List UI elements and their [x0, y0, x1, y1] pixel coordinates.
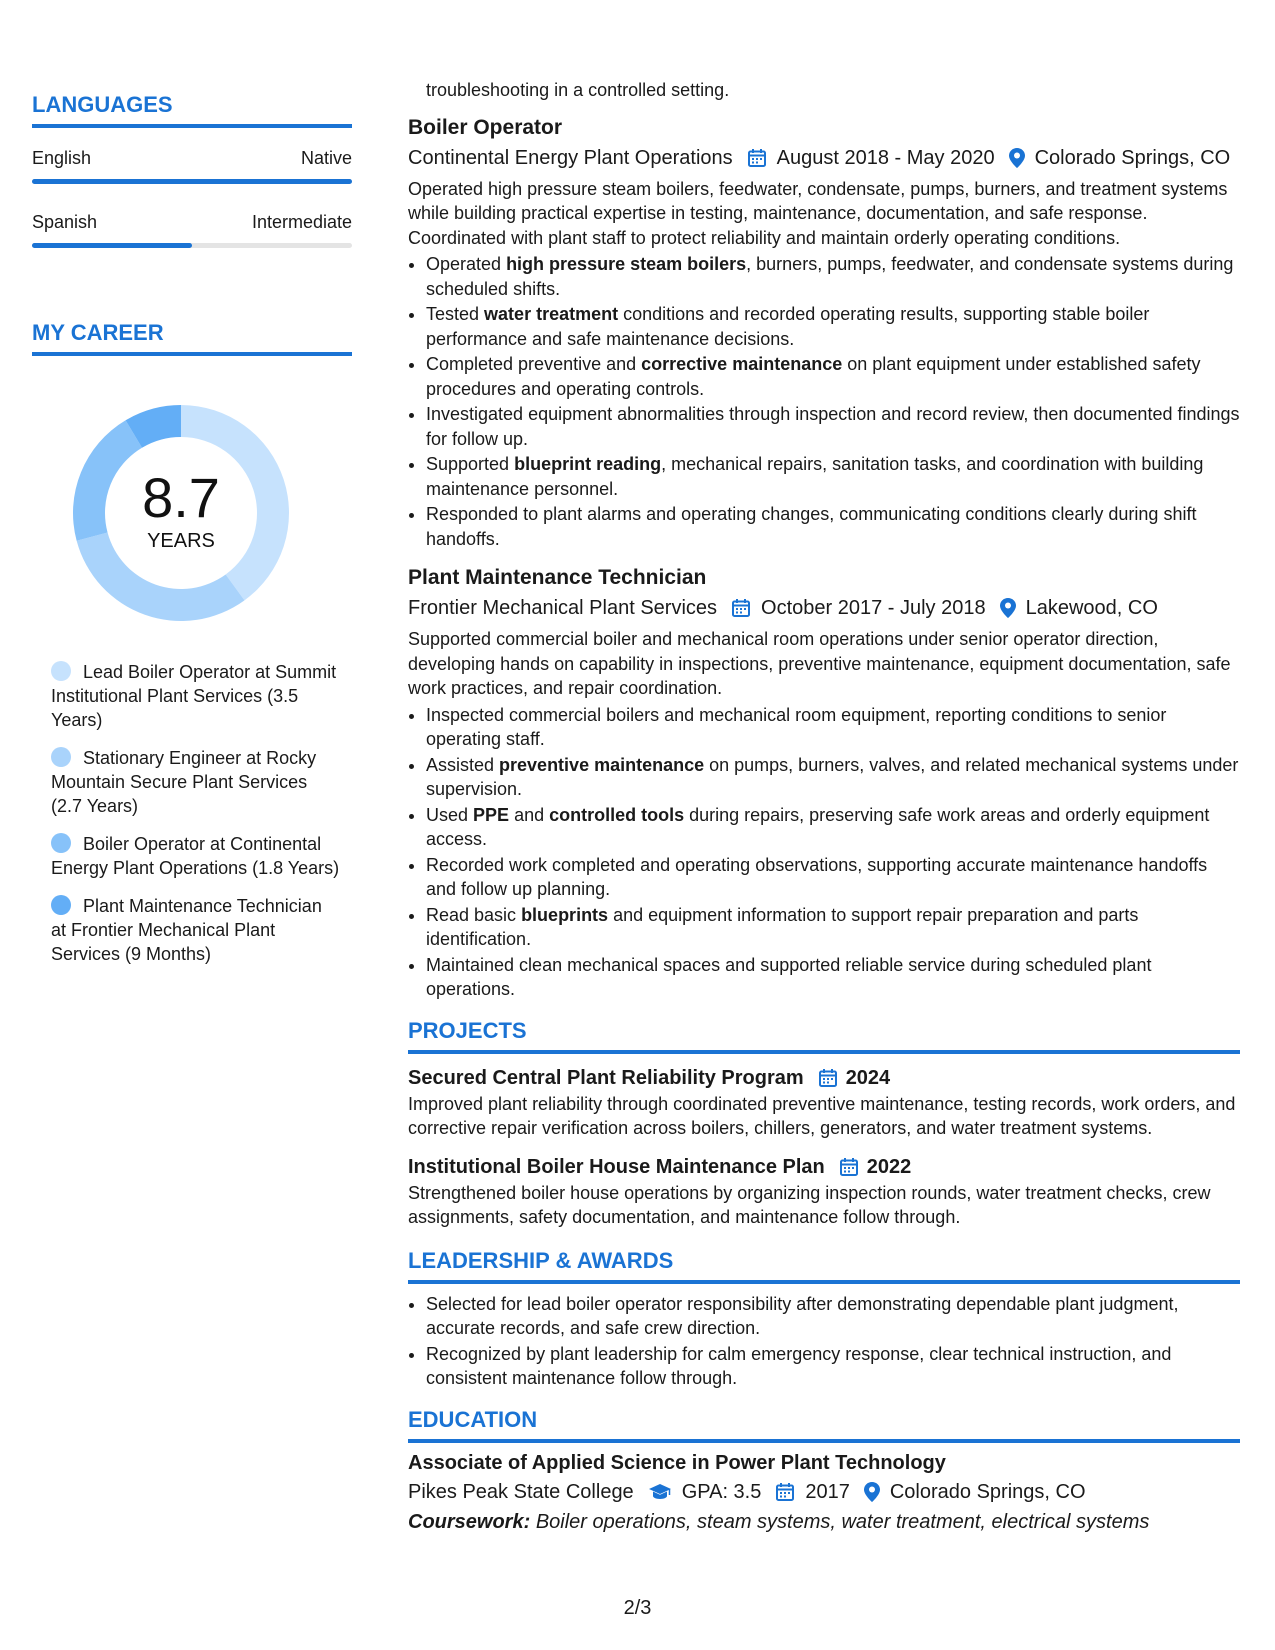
- legend-label: Plant Maintenance Technician at Frontier Mechanical Plant Services (9 Months): [51, 896, 322, 964]
- career-donut-chart: [66, 398, 296, 628]
- career-heading: MY CAREER: [32, 320, 352, 356]
- project-description: Improved plant reliability through coordinated preventive maintenance, testing records, work orders, and corrective repair verification across boilers, chillers, generators, and water treatment systems.: [408, 1093, 1236, 1138]
- legend-item: [51, 894, 341, 966]
- graduation-cap-icon: [648, 1483, 672, 1501]
- project-title: Institutional Boiler House Maintenance Plan: [408, 1155, 825, 1178]
- leadership-item: • Selected for lead boiler operator responsibility after demonstrating dependable plant judgment, accurate records, and safe crew direction.: [426, 1292, 1240, 1341]
- job-meta: [408, 143, 1240, 173]
- leadership-heading: LEADERSHIP & AWARDS: [408, 1248, 1240, 1284]
- project-entry: [408, 1064, 1240, 1141]
- project-year: 2024: [845, 1066, 891, 1089]
- job-bullets: [408, 703, 1240, 1002]
- donut-center: [66, 466, 296, 553]
- job-title: Plant Maintenance Technician: [408, 566, 707, 589]
- job-bullet: • Used PPE and controlled tools during repairs, preserving safe work areas and orderly equipment access.: [426, 803, 1240, 852]
- legend-label: Boiler Operator at Continental Energy Plant Operations (1.8 Years): [51, 834, 340, 878]
- job-dates: August 2018 - May 2020: [776, 146, 995, 169]
- job-summary: Operated high pressure steam boilers, feedwater, condensate, pumps, burners, and treatment systems while building practical expertise in testing, maintenance, documentation, and safe response. Coordinated with plant staff to protect reliability and maintain orderly operating conditions.: [408, 178, 1228, 248]
- education-degree: Associate of Applied Science in Power Plant Technology: [408, 1451, 946, 1474]
- education-coursework: [408, 1507, 1240, 1537]
- job-entry: [408, 563, 1240, 1002]
- career-legend: [51, 660, 341, 966]
- job-company: Continental Energy Plant Operations: [408, 146, 733, 169]
- job-title: Boiler Operator: [408, 115, 563, 139]
- calendar-icon: [731, 598, 751, 618]
- job-bullet: • Assisted preventive maintenance on pumps, burners, valves, and related mechanical systems under supervision.: [426, 753, 1240, 802]
- education-gpa: GPA: 3.5: [681, 1480, 762, 1503]
- language-bar-fill: [32, 179, 352, 184]
- language-level: Native: [300, 148, 352, 168]
- projects-heading: PROJECTS: [408, 1018, 1240, 1054]
- projects-section: [408, 1018, 1240, 1230]
- job-bullets: [408, 252, 1240, 551]
- career-total-years: 8.7: [142, 466, 220, 529]
- job-entry: [408, 113, 1240, 552]
- job-location: Colorado Springs, CO: [1034, 146, 1231, 169]
- legend-label: Stationary Engineer at Rocky Mountain Secure Plant Services (2.7 Years): [51, 748, 317, 816]
- language-name: English: [32, 148, 92, 168]
- location-pin-icon: [1009, 148, 1025, 168]
- language-bar-fill: [32, 243, 192, 248]
- language-name: Spanish: [32, 212, 98, 232]
- right-column: [408, 78, 1240, 1537]
- job-location: Lakewood, CO: [1025, 597, 1158, 619]
- calendar-icon: [839, 1157, 859, 1177]
- job-bullet: • Responded to plant alarms and operating changes, communicating conditions clearly during shift handoffs.: [426, 502, 1240, 551]
- left-column: [32, 92, 352, 980]
- project-description: Strengthened boiler house operations by organizing inspection rounds, water treatment checks, crew assignments, safety documentation, and maintenance follow through.: [408, 1182, 1211, 1227]
- leadership-section: [408, 1248, 1240, 1391]
- job-bullet: • Supported blueprint reading, mechanical repairs, sanitation tasks, and coordination with building maintenance personnel.: [426, 452, 1240, 501]
- job-company: Frontier Mechanical Plant Services: [408, 597, 718, 619]
- education-meta: [408, 1477, 1240, 1507]
- education-school: Pikes Peak State College: [408, 1480, 634, 1503]
- legend-label: Lead Boiler Operator at Summit Institutional Plant Services (3.5 Years): [51, 662, 337, 730]
- education-location: Colorado Springs, CO: [889, 1480, 1086, 1503]
- legend-dot: [51, 661, 71, 681]
- legend-item: [51, 660, 341, 732]
- job-bullet: • Read basic blueprints and equipment information to support repair preparation and parts identification.: [426, 903, 1240, 952]
- legend-item: [51, 746, 341, 818]
- location-pin-icon: [864, 1482, 880, 1502]
- education-section: [408, 1407, 1240, 1537]
- carryover-bullet: troubleshooting in a controlled setting.: [426, 80, 730, 100]
- job-bullet: • Operated high pressure steam boilers, burners, pumps, feedwater, and condensate systems during scheduled shifts.: [426, 252, 1240, 301]
- project-title-row: [408, 1064, 1240, 1092]
- job-meta: [408, 593, 1240, 623]
- calendar-icon: [775, 1482, 795, 1502]
- project-title-row: [408, 1153, 1240, 1181]
- location-pin-icon: [1000, 598, 1016, 618]
- language-bar: [32, 179, 352, 184]
- job-summary: Supported commercial boiler and mechanical room operations under senior operator direction, developing hands on capability in inspections, preventive maintenance, equipment documentation, safe work practices, and repair coordination.: [408, 629, 1231, 698]
- project-title: Secured Central Plant Reliability Program: [408, 1066, 804, 1089]
- job-bullet: • Recorded work completed and operating observations, supporting accurate maintenance handoffs and follow up planning.: [426, 853, 1240, 902]
- project-year: 2022: [866, 1155, 912, 1178]
- language-english: [32, 148, 352, 184]
- coursework-label: Coursework:: [408, 1510, 531, 1533]
- leadership-list: [408, 1292, 1240, 1391]
- job-bullet: • Inspected commercial boilers and mechanical room equipment, reporting conditions to senior operating staff.: [426, 703, 1240, 752]
- job-bullet: • Tested water treatment conditions and recorded operating results, supporting stable boiler performance and safe maintenance decisions.: [426, 302, 1240, 351]
- legend-item: [51, 832, 341, 880]
- job-bullet: • Maintained clean mechanical spaces and supported reliable service during scheduled plant operations.: [426, 953, 1240, 1002]
- page-number: 2/3: [623, 1597, 652, 1619]
- legend-dot: [51, 895, 71, 915]
- language-level: Intermediate: [251, 212, 352, 232]
- leadership-item: • Recognized by plant leadership for calm emergency response, clear technical instruction, and consistent maintenance follow through.: [426, 1342, 1240, 1391]
- project-entry: [408, 1153, 1240, 1230]
- legend-dot: [51, 833, 71, 853]
- coursework-text: Boiler operations, steam systems, water treatment, electrical systems: [535, 1510, 1150, 1533]
- legend-dot: [51, 747, 71, 767]
- calendar-icon: [747, 148, 767, 168]
- education-year: 2017: [805, 1480, 850, 1503]
- calendar-icon: [818, 1068, 838, 1088]
- job-dates: October 2017 - July 2018: [761, 597, 986, 619]
- education-heading: EDUCATION: [408, 1407, 1240, 1443]
- language-spanish: [32, 212, 352, 248]
- job-bullet: • Investigated equipment abnormalities through inspection and record review, then documented findings for follow up.: [426, 402, 1240, 451]
- career-years-unit: YEARS: [147, 530, 215, 552]
- job-bullet: • Completed preventive and corrective maintenance on plant equipment under established safety procedures and operating controls.: [426, 352, 1240, 401]
- language-bar: [32, 243, 352, 248]
- languages-heading: LANGUAGES: [32, 92, 352, 128]
